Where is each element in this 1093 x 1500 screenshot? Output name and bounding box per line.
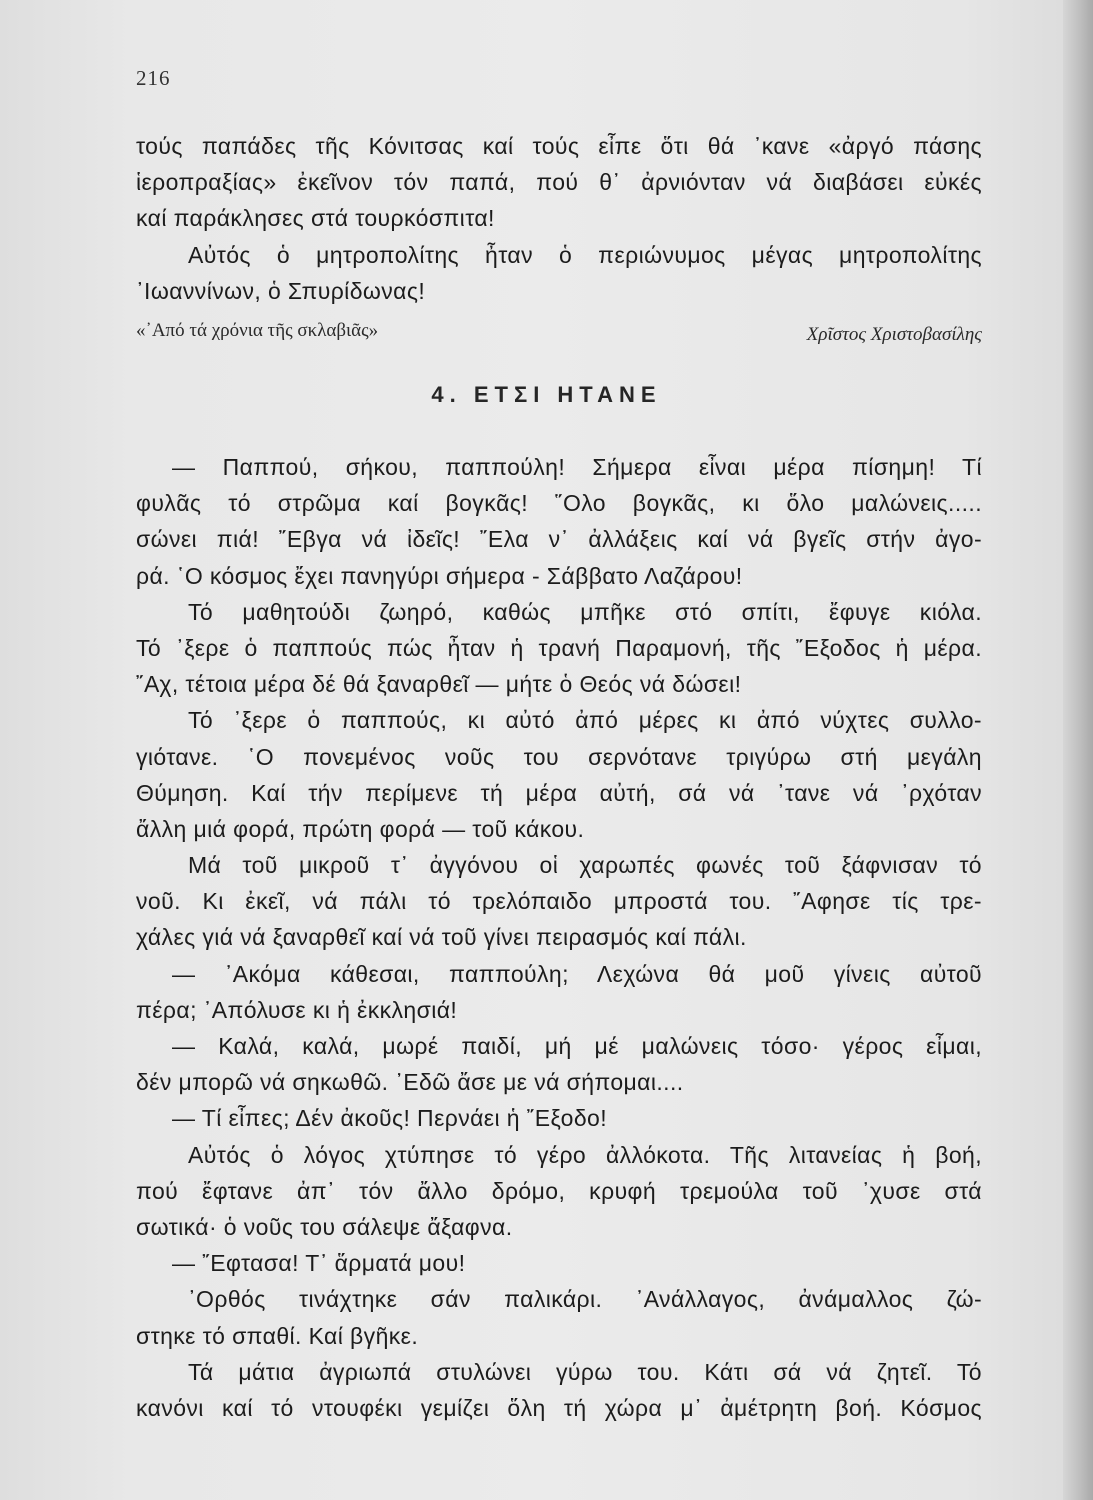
text-line: Τό μαθητούδι ζωηρό, καθώς μπῆκε στό σπίτι, ἔφυγε κιόλα. xyxy=(188,598,982,625)
text-line: ᾽Ιωαννίνων, ὁ Σπυρίδωνας! xyxy=(136,277,426,304)
text-line: γιότανε. ῾Ο πονεμένος νοῦς του σερνότανε τριγύρω στή μεγάλη xyxy=(136,743,982,770)
text-line: ἱεροπραξίας» ἐκεῖνον τόν παπά, πού θ᾽ ἀρνιόνταν νά διαβάσει εὐκές xyxy=(136,169,982,196)
text-line: φυλᾶς τό στρῶμα καί βογκᾶς! ῞Ολο βογκᾶς, κι ὅλο μαλώνεις..... xyxy=(136,490,982,517)
text-line: ῎Αχ, τέτοια μέρα δέ θά ξαναρθεῖ — μήτε ὁ Θεός νά δώσει! xyxy=(136,671,742,698)
text-line: Αὐτός ὁ μητροπολίτης ἦταν ὁ περιώνυμος μέγας μητροπολίτης xyxy=(188,241,982,268)
text-line: ρά. ῾Ο κόσμος ἔχει πανηγύρι σήμερα - Σάββατο Λαζάρου! xyxy=(136,562,743,589)
source-citation xyxy=(136,312,982,352)
text-line: σωτικά· ὁ νοῦς του σάλεψε ἄξαφνα. xyxy=(136,1213,513,1240)
text-line: δέν μπορῶ νά σηκωθῶ. ᾽Εδῶ ἄσε με νά σήπομαι.... xyxy=(136,1069,684,1096)
text-line: τούς παπάδες τῆς Κόνιτσας καί τούς εἶπε ὅτι θά ᾽κανε «ἀργό πάσης xyxy=(136,133,982,159)
section-title: 4. ΕΤΣΙ ΗΤΑΝΕ xyxy=(431,382,662,407)
text-line: Τό ᾽ξερε ὁ παππούς, κι αὐτό ἀπό μέρες κι ἀπό νύχτες συλλο- xyxy=(188,707,982,734)
text-line: ᾽Ορθός τινάχτηκε σάν παλικάρι. ᾽Ανάλλαγος, ἀνάμαλλος ζώ- xyxy=(188,1286,982,1313)
text-line: Τά μάτια ἀγριωπά στυλώνει γύρω του. Κάτι σά νά ζητεῖ. Τό xyxy=(188,1358,982,1385)
text-line: σώνει πιά! ῎Εβγα νά ἰδεῖς! ῎Ελα ν᾽ ἀλλάξεις καί νά βγεῖς στήν ἀγο- xyxy=(136,526,982,553)
text-line: — Τί εἶπες; Δέν ἀκοῦς! Περνάει ἡ ῎Εξοδο! xyxy=(172,1105,607,1132)
text-line: Θύμηση. Καί τήν περίμενε τή μέρα αὐτή, σά νά ᾽τανε νά ᾽ρχόταν xyxy=(136,779,982,806)
text-line: πέρα; ᾽Απόλυσε κι ἡ ἐκκλησιά! xyxy=(136,996,458,1023)
text-line: κανόνι καί τό ντουφέκι γεμίζει ὅλη τή χώρα μ᾽ ἀμέτρητη βοή. Κόσμος xyxy=(136,1394,982,1421)
source-author: Χρῖστος Χριστοβασίλης xyxy=(806,324,982,345)
story-text xyxy=(136,449,982,1426)
text-line: — ῎Εφτασα! Τ᾽ ἅρματά μου! xyxy=(172,1250,466,1277)
text-line: ἄλλη μιά φορά, πρώτη φορά — τοῦ κάκου. xyxy=(136,815,585,842)
page-number: 216 xyxy=(136,66,171,90)
text-line: στηκε τό σπαθί. Καί βγῆκε. xyxy=(136,1322,419,1349)
text-line: Μά τοῦ μικροῦ τ᾽ ἀγγόνου οἱ χαρωπές φωνές τοῦ ξάφνισαν τό xyxy=(188,852,982,879)
top-paragraph xyxy=(136,128,982,309)
text-line: Αὐτός ὁ λόγος χτύπησε τό γέρο ἀλλόκοτα. Τῆς λιτανείας ἡ βοή, xyxy=(188,1141,982,1168)
text-line: — ᾽Ακόμα κάθεσαι, παππούλη; Λεχώνα θά μοῦ γίνεις αὐτοῦ xyxy=(172,960,982,987)
text-line: πού ἔφτανε ἀπ᾽ τόν ἄλλο δρόμο, κρυφή τρεμούλα τοῦ ᾽χυσε στά xyxy=(136,1177,982,1204)
book-spine-shadow xyxy=(1063,0,1093,1500)
text-line: — Παππού, σήκου, παππούλη! Σήμερα εἶναι μέρα πίσημη! Τί xyxy=(172,454,982,480)
text-line: νοῦ. Κι ἐκεῖ, νά πάλι τό τρελόπαιδο μπροστά του. ῎Αφησε τίς τρε- xyxy=(136,888,982,915)
source-book-title: «᾽Από τά χρόνια τῆς σκλαβιᾶς» xyxy=(136,320,379,341)
text-line: καί παράκλησες στά τουρκόσπιτα! xyxy=(136,205,495,232)
text-line: χάλες γιά νά ξαναρθεῖ καί νά τοῦ γίνει πειρασμός καί πάλι. xyxy=(136,924,747,951)
text-line: — Καλά, καλά, μωρέ παιδί, μή μέ μαλώνεις τόσο· γέρος εἶμαι, xyxy=(172,1033,982,1059)
text-line: Τό ᾽ξερε ὁ παππούς πώς ἦταν ἡ τρανή Παραμονή, τῆς ῎Εξοδος ἡ μέρα. xyxy=(136,634,982,661)
